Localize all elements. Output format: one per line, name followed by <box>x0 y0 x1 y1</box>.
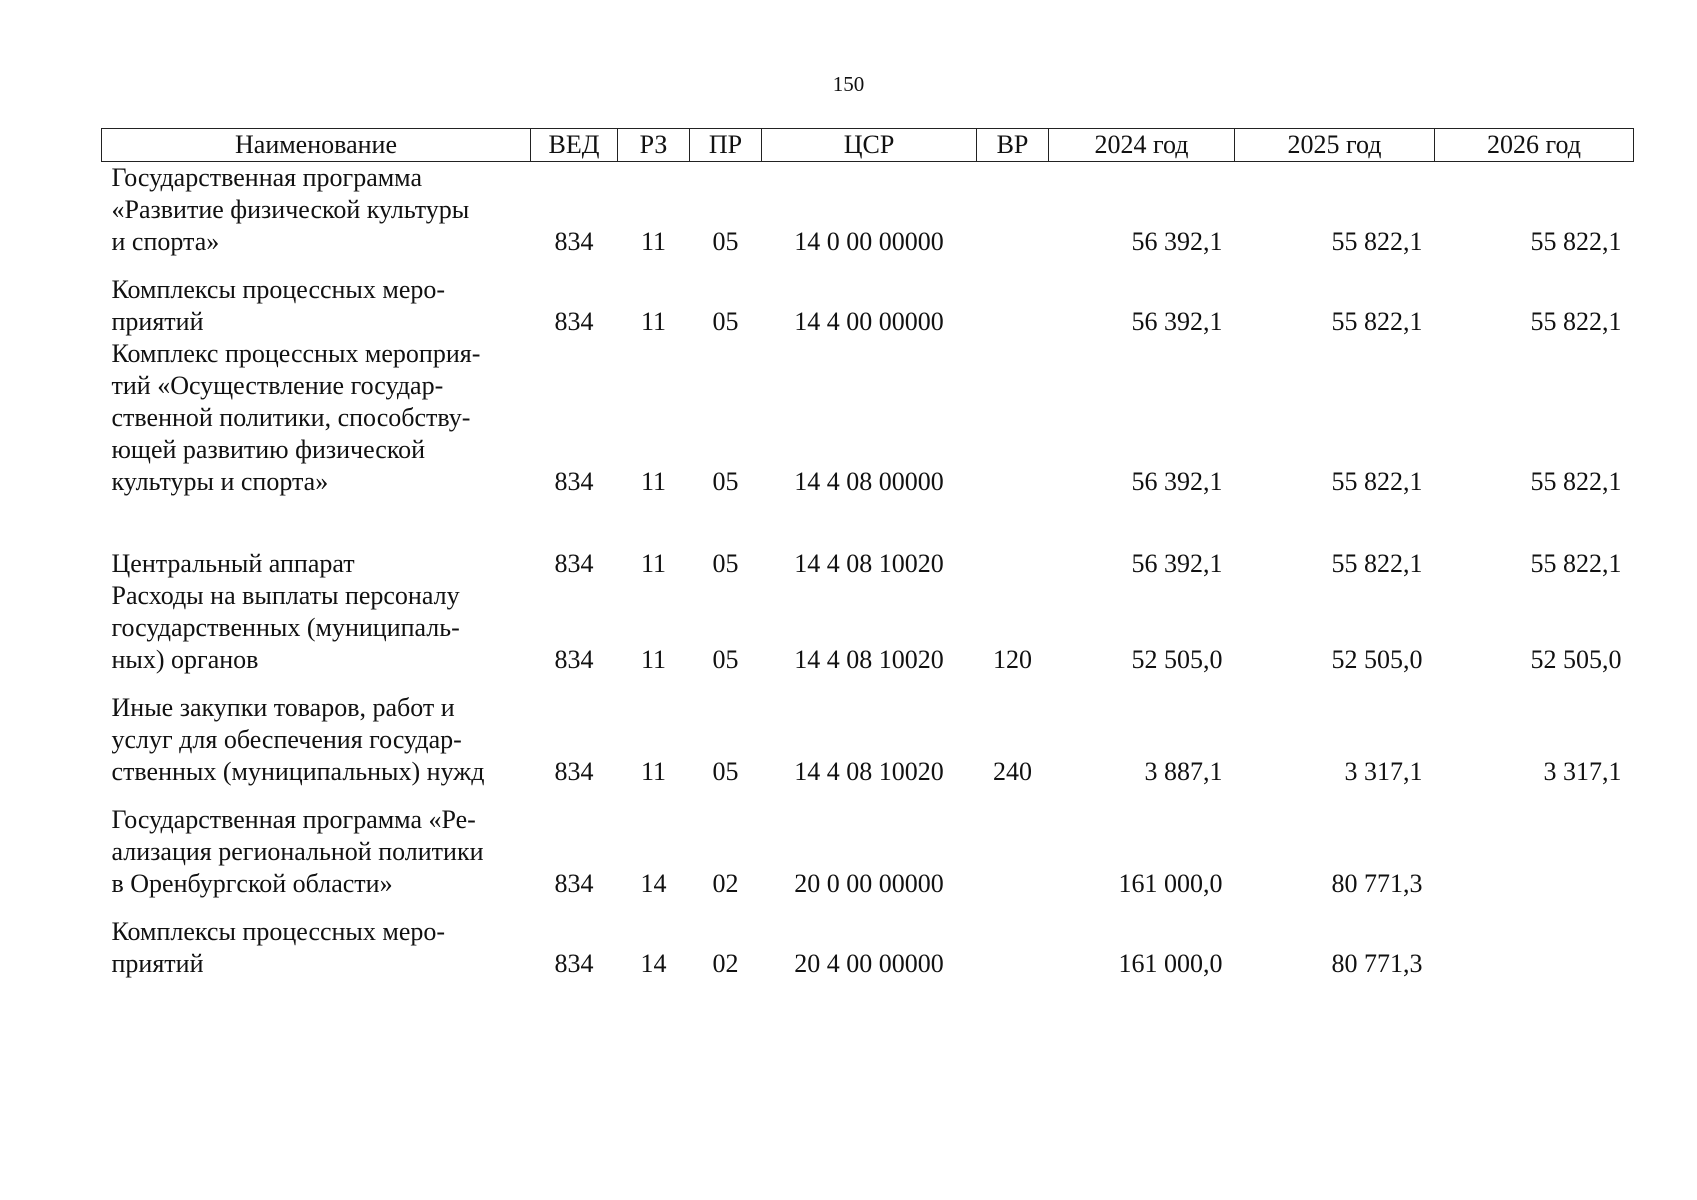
header-rz: РЗ <box>618 129 690 162</box>
row-name <box>102 338 531 548</box>
row-value-2026 <box>1435 916 1634 980</box>
row-value-2024: 56 392,1 <box>1131 227 1223 256</box>
row-value-2024: 161 000,0 <box>1118 869 1223 898</box>
row-name-line: государственных (муниципаль- <box>111 613 460 642</box>
row-name <box>102 692 531 804</box>
row-name-line: Расходы на выплаты персоналу <box>111 581 460 610</box>
row-rz: 11 <box>640 549 667 578</box>
row-rz: 11 <box>640 757 667 786</box>
row-name-line: «Развитие физической культуры <box>111 195 470 224</box>
header-2024: 2024 год <box>1049 129 1235 162</box>
row-rz: 14 <box>640 949 667 978</box>
row-name-line: культуры и спорта» <box>111 467 329 496</box>
table-row <box>102 804 1634 916</box>
row-csr: 14 4 00 00000 <box>794 307 944 336</box>
table-row <box>102 162 1634 275</box>
row-value-2025: 55 822,1 <box>1331 227 1423 256</box>
row-ved: 834 <box>554 307 594 336</box>
row-value-2024: 56 392,1 <box>1131 467 1223 496</box>
row-vr <box>977 162 1049 275</box>
header-2026: 2026 год <box>1435 129 1634 162</box>
page-number: 150 <box>832 72 865 96</box>
row-name-line: ных) органов <box>111 645 259 674</box>
row-csr: 14 4 08 00000 <box>794 467 944 496</box>
row-name-line: ственных (муниципальных) нужд <box>111 757 485 786</box>
row-name-line: приятий <box>111 307 204 336</box>
row-pr: 05 <box>712 549 739 578</box>
table-row <box>102 274 1634 338</box>
row-vr <box>977 916 1049 980</box>
row-value-2025: 80 771,3 <box>1331 869 1423 898</box>
row-vr <box>977 274 1049 338</box>
row-pr: 05 <box>712 645 739 674</box>
table-body <box>102 162 1634 981</box>
row-name-line: Комплексы процессных меро- <box>111 917 446 946</box>
table-row <box>102 580 1634 692</box>
row-rz: 11 <box>640 467 667 496</box>
row-pr: 02 <box>712 949 739 978</box>
row-value-2026 <box>1435 804 1634 916</box>
row-name-line: тий «Осуществление государ- <box>111 371 444 400</box>
row-value-2026: 3 317,1 <box>1543 757 1622 786</box>
row-csr: 14 4 08 10020 <box>794 645 944 674</box>
row-pr: 05 <box>712 307 739 336</box>
row-name <box>102 916 531 980</box>
row-name-line: Государственная программа <box>111 163 423 192</box>
table-row <box>102 548 1634 580</box>
row-rz: 11 <box>640 307 667 336</box>
table-row <box>102 916 1634 980</box>
header-pr: ПР <box>690 129 762 162</box>
row-name-line: Государственная программа «Ре- <box>111 805 476 834</box>
row-value-2025: 55 822,1 <box>1331 307 1423 336</box>
row-value-2025: 3 317,1 <box>1344 757 1423 786</box>
row-name-line: ализация региональной политики <box>111 837 484 866</box>
table-header-row <box>102 129 1634 162</box>
row-csr: 14 4 08 10020 <box>794 549 944 578</box>
row-pr: 05 <box>712 467 739 496</box>
row-csr: 20 0 00 00000 <box>794 869 944 898</box>
row-name-line: Комплексы процессных меро- <box>111 275 446 304</box>
row-value-2024: 52 505,0 <box>1131 645 1223 674</box>
row-value-2024: 56 392,1 <box>1131 307 1223 336</box>
row-value-2024: 161 000,0 <box>1118 949 1223 978</box>
row-rz: 11 <box>640 227 667 256</box>
row-name-line: и спорта» <box>111 227 220 256</box>
row-value-2025: 55 822,1 <box>1331 549 1423 578</box>
row-name-line: Центральный аппарат <box>111 549 355 578</box>
row-ved: 834 <box>554 757 594 786</box>
row-value-2026: 55 822,1 <box>1530 549 1622 578</box>
row-value-2025: 52 505,0 <box>1331 645 1423 674</box>
row-value-2026: 55 822,1 <box>1530 467 1622 496</box>
row-value-2026: 55 822,1 <box>1530 227 1622 256</box>
row-name-line: приятий <box>111 949 204 978</box>
row-vr <box>977 804 1049 916</box>
row-ved: 834 <box>554 869 594 898</box>
row-ved: 834 <box>554 467 594 496</box>
header-2025: 2025 год <box>1235 129 1435 162</box>
row-ved: 834 <box>554 227 594 256</box>
row-value-2024: 56 392,1 <box>1131 549 1223 578</box>
row-csr: 14 0 00 00000 <box>794 227 944 256</box>
row-name-line: услуг для обеспечения государ- <box>111 725 462 754</box>
row-name <box>102 580 531 692</box>
row-name-line: ственной политики, способству- <box>111 403 471 432</box>
row-vr: 240 <box>993 757 1032 786</box>
row-value-2025: 80 771,3 <box>1331 949 1423 978</box>
row-pr: 05 <box>712 227 739 256</box>
row-name-line: в Оренбургской области» <box>111 869 393 898</box>
table-row <box>102 692 1634 804</box>
row-rz: 14 <box>640 869 667 898</box>
row-name-line: ющей развитию физической <box>111 435 426 464</box>
budget-table <box>101 128 1634 980</box>
row-csr: 20 4 00 00000 <box>794 949 944 978</box>
row-vr: 120 <box>993 645 1032 674</box>
row-ved: 834 <box>554 949 594 978</box>
row-name-line: Комплекс процессных мероприя- <box>111 339 481 368</box>
row-name-line: Иные закупки товаров, работ и <box>111 693 455 722</box>
row-vr <box>977 548 1049 580</box>
header-ved: ВЕД <box>531 129 618 162</box>
row-value-2025: 55 822,1 <box>1331 467 1423 496</box>
row-value-2026: 52 505,0 <box>1530 645 1622 674</box>
header-name: Наименование <box>102 129 531 162</box>
row-name <box>102 548 531 580</box>
row-rz: 11 <box>640 645 667 674</box>
row-pr: 05 <box>712 757 739 786</box>
row-value-2026: 55 822,1 <box>1530 307 1622 336</box>
row-name <box>102 162 531 275</box>
row-pr: 02 <box>712 869 739 898</box>
row-name <box>102 804 531 916</box>
row-ved: 834 <box>554 549 594 578</box>
table-row <box>102 338 1634 548</box>
row-name <box>102 274 531 338</box>
row-csr: 14 4 08 10020 <box>794 757 944 786</box>
row-vr <box>977 338 1049 548</box>
header-vr: ВР <box>977 129 1049 162</box>
row-ved: 834 <box>554 645 594 674</box>
header-csr: ЦСР <box>762 129 977 162</box>
row-value-2024: 3 887,1 <box>1144 757 1223 786</box>
